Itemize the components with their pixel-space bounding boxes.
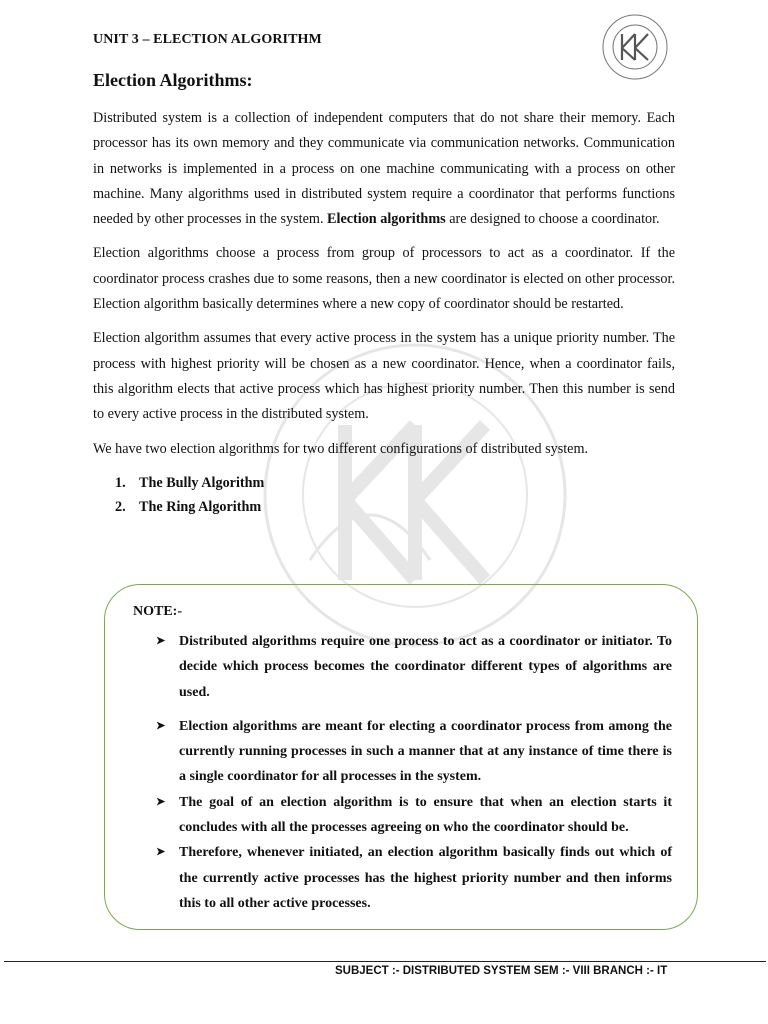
- note-title: NOTE:-: [133, 604, 182, 619]
- note-item: [156, 840, 672, 916]
- list-item-number: 1.: [115, 474, 126, 491]
- paragraph-1-text-end: are designed to choose a coordinator.: [445, 211, 660, 228]
- list-item-label: The Ring Algorithm: [139, 499, 262, 516]
- note-list: [156, 629, 672, 916]
- list-item: [115, 495, 675, 520]
- note-item-text: The goal of an election algorithm is to ensure that when an election starts it concludes with all the processes agreeing on who the coordinator should be.: [179, 794, 672, 836]
- body-text: [93, 106, 675, 520]
- list-item-label: The Bully Algorithm: [139, 474, 265, 491]
- list-item: [115, 471, 675, 496]
- paragraph-2: Election algorithms choose a process from group of processors to act as a coordinator. If the coordinator process crashes due to some reasons, then a new coordinator is elected on other processor. Election algorithm basically determines where a new copy of coordinator should be restarted.: [93, 245, 675, 313]
- paragraph-1: [93, 106, 675, 232]
- paragraph-4: We have two election algorithms for two different configurations of distributed system.: [93, 440, 589, 457]
- arrow-bullet-icon: ➤: [156, 846, 166, 859]
- note-item-text: Election algorithms are meant for electing a coordinator process from among the currently running processes in such a manner that at any instance of time there is a single coordinator for all processes in the system.: [179, 718, 672, 785]
- note-item: [156, 790, 672, 841]
- note-item: [156, 714, 672, 790]
- list-item-number: 2.: [115, 499, 126, 516]
- footer-divider: [4, 961, 766, 962]
- college-logo: [600, 12, 670, 82]
- paragraph-3: Election algorithm assumes that every active process in the system has a unique priority number. The process with highest priority will be chosen as a new coordinator. Hence, when a coordinator fails, this algorithm elects that active process which has highest priority number. Then this number is send to every active process in the distributed system.: [93, 330, 675, 423]
- note-item-text: Distributed algorithms require one process to act as a coordinator or initiator. To decide which process becomes the coordinator different types of algorithms are used.: [179, 634, 672, 700]
- paragraph-1-bold-term: Election algorithms: [327, 211, 446, 228]
- note-item-text: Therefore, whenever initiated, an election algorithm basically finds out which of the currently active processes has the highest priority number and then informs this to all other active processes.: [179, 845, 672, 911]
- arrow-bullet-icon: ➤: [156, 719, 166, 732]
- unit-header: UNIT 3 – ELECTION ALGORITHM: [93, 32, 322, 47]
- note-item: [156, 629, 672, 705]
- arrow-bullet-icon: ➤: [156, 795, 166, 808]
- algorithm-list: [93, 471, 675, 520]
- section-title: Election Algorithms:: [93, 70, 253, 90]
- arrow-bullet-icon: ➤: [156, 635, 166, 647]
- paragraph-1-text: Distributed system is a collection of independent computers that do not share their memory. Each processor has its own memory and they communicate via communication networks. Communication in networks is implemented in a process on one machine communicating with a process on other machine. Many algorithms used in distributed system require a coordinator that performs functions needed by other processes in the system.: [93, 110, 675, 228]
- footer-subject-line: SUBJECT :- DISTRIBUTED SYSTEM SEM :- VIII BRANCH :- IT: [335, 965, 668, 977]
